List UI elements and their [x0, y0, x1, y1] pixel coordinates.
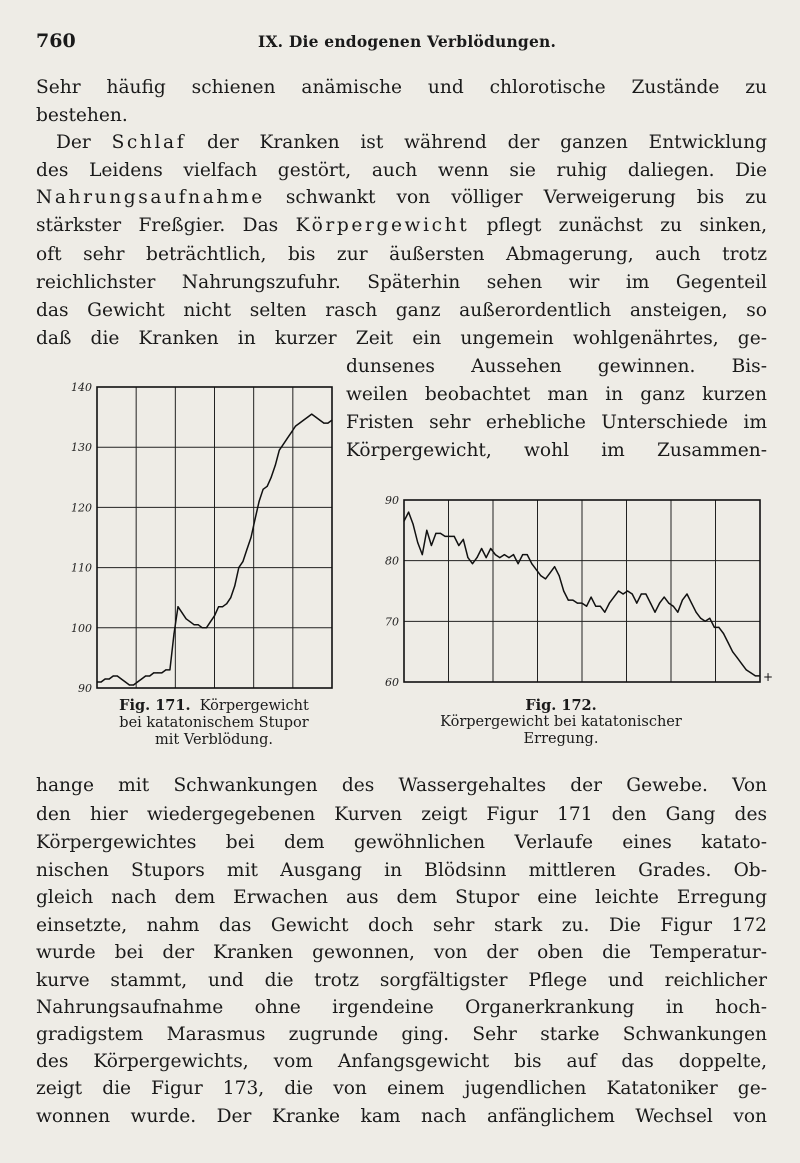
data-point [149, 675, 150, 676]
data-point [527, 554, 528, 555]
data-point [250, 537, 251, 538]
page-header [36, 30, 766, 56]
text-run: stärkster Freßgier. Das [36, 215, 296, 236]
text-line [56, 129, 767, 157]
text-line: oft sehr beträchtlich, bis zur äußersten Abmagerung, auch trotz [36, 244, 767, 265]
data-point [664, 597, 665, 598]
text-line: Körpergewicht, wohl im Zusammen- [346, 440, 767, 461]
text-line: zeigt die Figur 173, die von einem jugendlichen Katatoniker ge- [36, 1078, 767, 1099]
figure-label: Fig. 171. [119, 697, 191, 714]
figure-172 [378, 492, 774, 692]
data-point [182, 612, 183, 613]
data-point [242, 561, 243, 562]
caption-line [86, 697, 342, 715]
data-point [177, 606, 178, 607]
text-line: Körpergewichtes bei dem gewöhnlichen Verlaufe eines katato- [36, 832, 767, 853]
data-point [408, 512, 409, 513]
caption-line: bei katatonischem Stupor [119, 715, 309, 731]
caption-line: Erregung. [523, 731, 599, 747]
data-point [190, 621, 191, 622]
data-point [210, 621, 211, 622]
y-tick-label: 80 [385, 554, 399, 568]
data-point [311, 414, 312, 415]
data-point [486, 557, 487, 558]
data-point [279, 450, 280, 451]
data-point [295, 426, 296, 427]
data-point [267, 486, 268, 487]
data-point [445, 536, 446, 537]
data-point [618, 590, 619, 591]
data-point [194, 624, 195, 625]
data-point [323, 423, 324, 424]
data-point [495, 554, 496, 555]
spaced-term: Nahrungsaufnahme [36, 187, 265, 208]
data-point [96, 681, 97, 682]
data-point [677, 612, 678, 613]
text-line [36, 184, 767, 212]
end-marker: + [763, 669, 774, 684]
data-point [705, 621, 706, 622]
data-point [531, 563, 532, 564]
text-line: Sehr häufig schienen anämische und chlorotische Zustände zu [36, 77, 767, 98]
data-point [153, 672, 154, 673]
data-point [641, 593, 642, 594]
data-point [105, 678, 106, 679]
page-number: 760 [36, 30, 76, 52]
y-tick-label: 140 [71, 381, 92, 394]
caption-line: Körpergewicht bei katatonischer [440, 714, 682, 730]
data-point [214, 615, 215, 616]
data-point [125, 681, 126, 682]
data-point [750, 672, 751, 673]
data-point [568, 600, 569, 601]
data-point [623, 593, 624, 594]
figure-171 [70, 380, 340, 696]
data-point [431, 545, 432, 546]
data-point [481, 548, 482, 549]
data-point [632, 593, 633, 594]
data-point [206, 627, 207, 628]
figure-172-chart [378, 492, 774, 692]
data-point [759, 675, 760, 676]
data-point [458, 545, 459, 546]
spaced-term: Schlaf [111, 132, 187, 153]
data-point [238, 567, 239, 568]
data-point [540, 575, 541, 576]
data-point [426, 530, 427, 531]
data-point [645, 593, 646, 594]
data-point [113, 675, 114, 676]
data-point [259, 501, 260, 502]
data-point [422, 554, 423, 555]
data-point [417, 542, 418, 543]
data-point [186, 618, 187, 619]
data-point [709, 618, 710, 619]
data-point [463, 539, 464, 540]
data-point [222, 606, 223, 607]
y-tick-label: 120 [71, 501, 92, 515]
data-point [202, 627, 203, 628]
data-point [550, 572, 551, 573]
data-point [718, 627, 719, 628]
data-point [198, 624, 199, 625]
data-point [577, 603, 578, 604]
data-point [137, 681, 138, 682]
data-point [145, 675, 146, 676]
data-point [476, 557, 477, 558]
data-point [732, 651, 733, 652]
data-point [165, 669, 166, 670]
data-point [636, 603, 637, 604]
data-point [117, 675, 118, 676]
text-line: daß die Kranken in kurzer Zeit ein ungemein wohlgenährtes, ge- [36, 328, 767, 349]
data-point [686, 593, 687, 594]
text-line: weilen beobachtet man in ganz kurzen [346, 384, 767, 405]
text-line: Fristen sehr erhebliche Unterschiede im [346, 412, 767, 433]
data-point [723, 633, 724, 634]
data-point [129, 684, 130, 685]
data-point [522, 554, 523, 555]
y-tick-label: 130 [71, 441, 92, 455]
data-point [467, 557, 468, 558]
data-point [271, 477, 272, 478]
figure-label: Fig. 172. [525, 697, 597, 714]
data-point [554, 566, 555, 567]
data-point [413, 524, 414, 525]
data-point [673, 606, 674, 607]
text-line: einsetzte, nahm das Gewicht doch sehr stark zu. Die Figur 172 [36, 915, 767, 936]
data-point [303, 420, 304, 421]
data-point [613, 597, 614, 598]
y-tick-label: 110 [71, 561, 92, 575]
data-point [440, 533, 441, 534]
data-point [101, 681, 102, 682]
data-point [518, 563, 519, 564]
text-run: schwankt von völliger Verweigerung bis zu [264, 187, 767, 208]
data-point [133, 684, 134, 685]
text-line: bestehen. [36, 105, 128, 126]
y-tick-label: 70 [385, 615, 399, 629]
data-point [504, 554, 505, 555]
data-point [741, 663, 742, 664]
data-point [545, 578, 546, 579]
data-point [327, 423, 328, 424]
data-point [449, 536, 450, 537]
data-point [591, 597, 592, 598]
text-line: kurve stammt, und die trotz sorgfältigster Pflege und reichlicher [36, 970, 767, 991]
data-point [109, 678, 110, 679]
text-line: das Gewicht nicht selten rasch ganz außerordentlich ansteigen, so [36, 300, 767, 321]
data-point [627, 590, 628, 591]
spaced-term: Körpergewicht [295, 215, 470, 236]
caption-text: Körpergewicht [199, 698, 309, 714]
data-point [559, 575, 560, 576]
data-point [714, 627, 715, 628]
data-point [737, 657, 738, 658]
text-line: des Körpergewichts, vom Anfangsgewicht bis auf das doppelte, [36, 1051, 767, 1072]
data-point [472, 563, 473, 564]
text-line: gradigstem Marasmus zugrunde ging. Sehr starke Schwankungen [36, 1024, 767, 1045]
data-point [572, 600, 573, 601]
figure-172-caption [408, 697, 714, 748]
data-point [287, 438, 288, 439]
data-point [435, 533, 436, 534]
y-tick-label: 100 [71, 621, 92, 635]
data-point [586, 606, 587, 607]
data-point [234, 585, 235, 586]
data-point [595, 606, 596, 607]
data-point [230, 597, 231, 598]
data-point [454, 536, 455, 537]
data-point [169, 669, 170, 670]
figure-171-caption [86, 697, 342, 749]
data-point [659, 603, 660, 604]
data-point [157, 672, 158, 673]
data-point [307, 417, 308, 418]
text-line [36, 212, 767, 240]
data-point [218, 606, 219, 607]
y-tick-label: 90 [78, 682, 92, 695]
data-point [600, 606, 601, 607]
data-point [275, 465, 276, 466]
data-point [499, 557, 500, 558]
data-point [650, 603, 651, 604]
text-line: wonnen wurde. Der Kranke kam nach anfänglichem Wechsel von [36, 1106, 767, 1127]
running-title: IX. Die endogenen Verblödungen. [258, 32, 557, 51]
data-point [403, 521, 404, 522]
data-point [254, 519, 255, 520]
text-run: der Kranken ist während der ganzen Entwicklung [186, 132, 767, 153]
data-point [513, 554, 514, 555]
data-point [668, 603, 669, 604]
data-point [728, 642, 729, 643]
data-point [691, 603, 692, 604]
text-run: Der [56, 132, 112, 153]
data-point [604, 612, 605, 613]
data-point [563, 590, 564, 591]
text-line: gleich nach dem Erwachen aus dem Stupor eine leichte Erregung [36, 887, 767, 908]
data-point [263, 489, 264, 490]
text-line: dunsenes Aussehen gewinnen. Bis- [346, 356, 767, 377]
data-point [283, 444, 284, 445]
data-point [490, 548, 491, 549]
data-point [315, 417, 316, 418]
data-point [508, 557, 509, 558]
y-tick-label: 60 [385, 676, 399, 689]
data-point [682, 600, 683, 601]
data-point [141, 678, 142, 679]
data-point [161, 672, 162, 673]
data-point [700, 618, 701, 619]
data-point [173, 633, 174, 634]
text-line: wurde bei der Kranken gewonnen, von der oben die Temperatur- [36, 942, 767, 963]
data-point [246, 549, 247, 550]
text-line: hange mit Schwankungen des Wassergehaltes der Gewebe. Von [36, 775, 767, 796]
text-line: den hier wiedergegebenen Kurven zeigt Figur 171 den Gang des [36, 804, 767, 825]
text-line: des Leidens vielfach gestört, auch wenn sie ruhig daliegen. Die [36, 160, 767, 181]
data-point [299, 423, 300, 424]
data-point [331, 420, 332, 421]
data-point [746, 669, 747, 670]
data-point [319, 420, 320, 421]
text-run: pflegt zunächst zu sinken, [469, 215, 767, 236]
data-point [696, 612, 697, 613]
data-point [226, 603, 227, 604]
data-point [609, 603, 610, 604]
y-tick-label: 90 [385, 494, 399, 507]
data-point [581, 603, 582, 604]
text-line: Nahrungsaufnahme ohne irgendeine Organerkrankung in hoch- [36, 997, 767, 1018]
data-point [654, 612, 655, 613]
text-line: reichlichster Nahrungszufuhr. Späterhin sehen wir im Gegenteil [36, 272, 767, 293]
data-point [755, 675, 756, 676]
data-point [291, 432, 292, 433]
caption-line: mit Verblödung. [155, 732, 273, 748]
figure-171-chart [70, 380, 340, 696]
data-point [536, 569, 537, 570]
text-line: nischen Stupors mit Ausgang in Blödsinn mittleren Grades. Ob- [36, 860, 767, 881]
data-point [121, 678, 122, 679]
